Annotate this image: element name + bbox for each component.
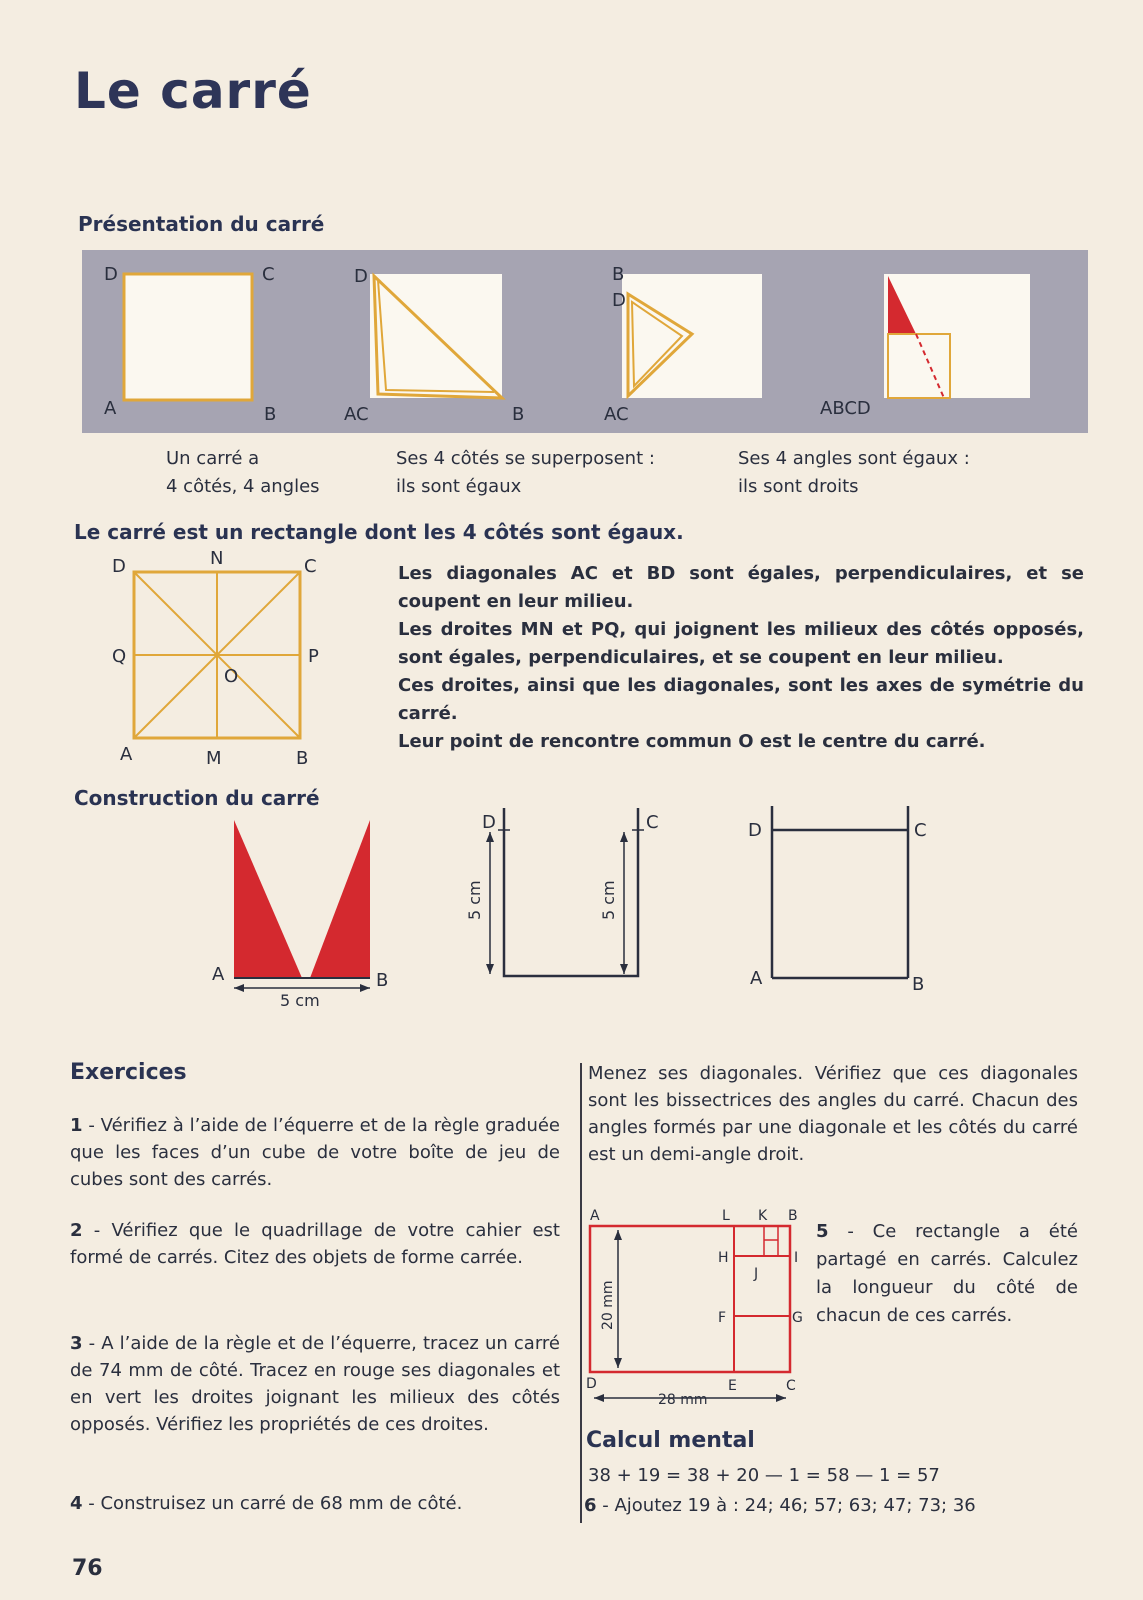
caption-1-line-1: Un carré a bbox=[166, 448, 260, 469]
fig3-label-d: D bbox=[612, 290, 626, 311]
fig2-label-b: B bbox=[512, 404, 525, 425]
caption-3-line-1: Ses 4 angles sont égaux : bbox=[738, 448, 970, 469]
axes-label-n: N bbox=[210, 548, 224, 569]
axes-figure bbox=[100, 550, 340, 772]
property-diagonals: Les diagonales AC et BD sont égales, perpendiculaires, et se coupent en leur milieu. bbox=[398, 563, 1084, 612]
axes-label-q: Q bbox=[112, 646, 127, 667]
step3-label-d: D bbox=[748, 820, 762, 841]
construction-heading: Construction du carré bbox=[74, 786, 320, 810]
exercise-2-text: Vérifiez que le quadrillage de votre cahier est formé de carrés. Citez des objets de forme carrée. bbox=[70, 1220, 560, 1268]
rect-dim-width: 28 mm bbox=[658, 1392, 708, 1408]
definition: Le carré est un rectangle dont les 4 côtés sont égaux. bbox=[74, 520, 684, 544]
presentation-figures bbox=[82, 250, 1088, 433]
page-title: Le carré bbox=[74, 62, 312, 120]
caption-3-line-2: ils sont droits bbox=[738, 476, 859, 497]
rect-label-k: K bbox=[758, 1208, 768, 1224]
exercise-5: 5 - Ce rectangle a été partagé en carrés. Calculez la longueur du côté de chacun de ces carrés. bbox=[816, 1221, 1078, 1326]
caption-2-line-2: ils sont égaux bbox=[396, 476, 522, 497]
square-figure-1 bbox=[124, 274, 252, 400]
exercise-5-number: 5 bbox=[816, 1221, 829, 1242]
rect-label-c: C bbox=[786, 1378, 796, 1394]
caption-1-line-2: 4 côtés, 4 angles bbox=[166, 476, 320, 497]
exercise-6-number: 6 bbox=[584, 1495, 597, 1516]
axes-label-o: O bbox=[224, 666, 239, 687]
exercise-6: 6 - Ajoutez 19 à : 24; 46; 57; 63; 47; 73; 36 bbox=[584, 1495, 976, 1516]
exercises-heading: Exercices bbox=[70, 1060, 187, 1085]
fig2-label-ac: AC bbox=[344, 404, 369, 425]
fig1-label-b: B bbox=[264, 404, 277, 425]
rect-label-h: H bbox=[718, 1250, 729, 1266]
axes-label-b: B bbox=[296, 748, 309, 769]
mental-example: 38 + 19 = 38 + 20 — 1 = 58 — 1 = 57 bbox=[588, 1465, 940, 1486]
column-separator bbox=[580, 1063, 582, 1523]
fig4-label: ABCD bbox=[820, 398, 871, 419]
exercise-3-text: A l’aide de la règle et de l’équerre, tracez un carré de 74 mm de côté. Tracez en rouge ses diagonales et en vert les droites joignant les milieux des côtés opposés. Vérifiez les propriétés de ces droites. bbox=[70, 1333, 560, 1435]
construction-step-2 bbox=[465, 808, 680, 988]
step2-dim-left: 5 cm bbox=[465, 880, 484, 920]
exercise-2-number: 2 bbox=[70, 1220, 83, 1241]
presentation-heading: Présentation du carré bbox=[78, 212, 325, 236]
exercise-1: 1 - Vérifiez à l’aide de l’équerre et de la règle graduée que les faces d’un cube de votre boîte de jeu de cubes sont des carrés. bbox=[70, 1115, 560, 1190]
exercise-3: 3 - A l’aide de la règle et de l’équerre, tracez un carré de 74 mm de côté. Tracez en rouge ses diagonales et en vert les droites joignant les milieux des côtés opposés. Vérifiez les propriétés de ces droites. bbox=[70, 1333, 560, 1435]
step1-label-a: A bbox=[212, 964, 225, 985]
property-center: Leur point de rencontre commun O est le centre du carré. bbox=[398, 731, 986, 752]
fig3-label-b: B bbox=[612, 264, 625, 285]
caption-2-line-1: Ses 4 côtés se superposent : bbox=[396, 448, 655, 469]
exercise-3-number: 3 bbox=[70, 1333, 83, 1354]
step2-label-c: C bbox=[646, 812, 659, 833]
exercise-1-number: 1 bbox=[70, 1115, 83, 1136]
axes-label-p: P bbox=[308, 646, 319, 667]
fig1-label-c: C bbox=[262, 264, 275, 285]
step3-label-b: B bbox=[912, 974, 925, 995]
rect-label-g: G bbox=[792, 1310, 803, 1326]
step3-label-c: C bbox=[914, 820, 927, 841]
rect-label-d: D bbox=[586, 1376, 597, 1392]
exercise-4-continued: Menez ses diagonales. Vérifiez que ces diagonales sont les bissectrices des angles du carré. Chacun des angles formés par une diagonale et les côtés du carré est un demi-angle droit. bbox=[588, 1063, 1078, 1165]
fig1-label-a: A bbox=[104, 398, 117, 419]
construction-step-3 bbox=[740, 806, 940, 996]
axes-label-a: A bbox=[120, 744, 133, 765]
exercise-4: 4 - Construisez un carré de 68 mm de côté. bbox=[70, 1493, 463, 1514]
exercise-4-number: 4 bbox=[70, 1493, 83, 1514]
properties-text bbox=[398, 560, 1084, 756]
property-midlines: Les droites MN et PQ, qui joignent les milieux des côtés opposés, sont égales, perpendiculaires, et se coupent en leur milieu. bbox=[398, 619, 1084, 668]
step1-dim: 5 cm bbox=[280, 991, 320, 1010]
step2-label-d: D bbox=[482, 812, 496, 833]
step3-label-a: A bbox=[750, 968, 763, 989]
rect-label-b: B bbox=[788, 1208, 798, 1224]
exercise-1-text: Vérifiez à l’aide de l’équerre et de la règle graduée que les faces d’un cube de votre boîte de jeu de cubes sont des carrés. bbox=[70, 1115, 560, 1190]
mental-heading: Calcul mental bbox=[586, 1428, 755, 1453]
exercise-2: 2 - Vérifiez que le quadrillage de votre cahier est formé de carrés. Citez des objets de forme carrée. bbox=[70, 1220, 560, 1268]
rect-label-e: E bbox=[728, 1378, 737, 1394]
axes-label-d: D bbox=[112, 556, 126, 577]
square-figure-4 bbox=[884, 274, 1030, 398]
rect-dim-height: 20 mm bbox=[600, 1280, 616, 1330]
axes-label-m: M bbox=[206, 748, 222, 769]
step1-label-b: B bbox=[376, 970, 389, 991]
rect-label-a: A bbox=[590, 1208, 600, 1224]
fig1-label-d: D bbox=[104, 264, 118, 285]
rect-label-i: I bbox=[794, 1250, 799, 1266]
exercise-5-text: Ce rectangle a été partagé en carrés. Calculez la longueur du côté de chacun de ces carrés. bbox=[816, 1221, 1078, 1326]
property-symmetry: Ces droites, ainsi que les diagonales, sont les axes de symétrie du carré. bbox=[398, 675, 1084, 724]
rectangle-figure bbox=[586, 1196, 816, 1414]
construction-step-1 bbox=[210, 810, 390, 1010]
rect-label-j: J bbox=[754, 1266, 759, 1282]
step2-dim-right: 5 cm bbox=[599, 880, 618, 920]
rect-label-f: F bbox=[718, 1310, 727, 1326]
page-number: 76 bbox=[72, 1556, 103, 1581]
exercise-6-text: Ajoutez 19 à : 24; 46; 57; 63; 47; 73; 36 bbox=[614, 1495, 976, 1516]
fig3-label-ac: AC bbox=[604, 404, 629, 425]
axes-label-c: C bbox=[304, 556, 317, 577]
fig2-label-d: D bbox=[354, 266, 368, 287]
exercise-4-text: Construisez un carré de 68 mm de côté. bbox=[100, 1493, 463, 1514]
rect-label-l: L bbox=[722, 1208, 730, 1224]
